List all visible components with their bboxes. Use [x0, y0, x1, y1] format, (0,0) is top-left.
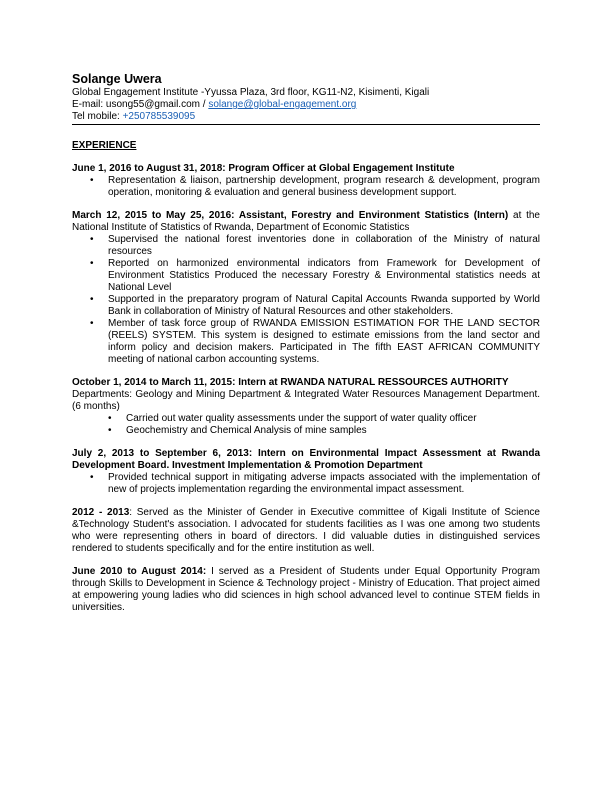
entry-heading-line — [72, 210, 540, 234]
experience-entry — [72, 448, 540, 496]
phone-label: Tel mobile: — [72, 111, 123, 122]
email-link[interactable]: solange@global-engagement.org — [208, 99, 357, 110]
bullet-list — [72, 175, 540, 199]
bullet-list — [72, 413, 540, 437]
list-item: • Provided technical support in mitigating adverse impacts associated with the implementation of new of projects implementation regarding the environmental impact assessment. — [72, 472, 540, 496]
list-item: • Member of task force group of RWANDA EMISSION ESTIMATION FOR THE LAND SECTOR (REELS) SYSTEM. This system is designed to estimate emissions from the land sector and inform policy and decision makers. Participated in The fifth EAST AFRICAN COMMUNITY meeting of national carbon accounting systems. — [72, 318, 540, 366]
entry-heading: June 1, 2016 to August 31, 2018: Program Officer at Global Engagement Institute — [72, 163, 455, 174]
experience-entry — [72, 377, 540, 437]
entry-text: : Served as the Minister of Gender in Executive committee of Kigali Institute of Science &Technology Student's association. I advocated for students facilities as I was one among two students who were representing others in board of directors. I did valuable duties in distinguished services rendered to students specifically and for the entire institution as well. — [72, 507, 540, 554]
list-item: • Geochemistry and Chemical Analysis of mine samples — [72, 425, 540, 437]
list-item: • Representation & liaison, partnership development, program research & development, program operation, monitoring & evaluation and general business development support. — [72, 175, 540, 199]
phone-line — [72, 111, 540, 123]
experience-entry — [72, 163, 540, 199]
experience-entry — [72, 507, 540, 555]
header-divider — [72, 124, 540, 125]
bullet-list — [72, 472, 540, 496]
entry-heading: July 2, 2013 to September 6, 2013: Intern on Environmental Impact Assessment at Rwanda Development Board. Investment Implementation & Promotion Department — [72, 448, 540, 471]
entry-heading: 2012 - 2013 — [72, 507, 130, 518]
experience-entry — [72, 566, 540, 614]
entry-heading: October 1, 2014 to March 11, 2015: Intern at RWANDA NATURAL RESSOURCES AUTHORITY — [72, 377, 509, 388]
list-item: • Supervised the national forest inventories done in collaboration of the Ministry of natural resources — [72, 234, 540, 258]
address-line: Global Engagement Institute -Yyussa Plaza, 3rd floor, KG11-N2, Kisimenti, Kigali — [72, 87, 430, 98]
entry-text: I served as a President of Students under Equal Opportunity Program through Skills to Development in Science & Technology project - Ministry of Education. That project aimed at empowering young ladies who did sciences in high school advanced level to continue STEM fields in universities. — [72, 566, 541, 613]
candidate-name: Solange Uwera — [72, 72, 162, 86]
experience-entry — [72, 210, 540, 366]
entry-heading: June 2010 to August 2014: — [72, 566, 207, 577]
section-title-experience: EXPERIENCE — [72, 140, 137, 151]
list-item: • Reported on harmonized environmental indicators from Framework for Development of Environment Statistics Produced the necessary Forestry & Environmental statistics needs at National Level — [72, 258, 540, 294]
email-text: E-mail: usong55@gmail.com / — [72, 99, 209, 110]
bullet-list — [72, 234, 540, 366]
entry-heading: March 12, 2015 to May 25, 2016: Assistant, Forestry and Environment Statistics (Intern) — [72, 210, 509, 221]
entry-heading-detail: at the National Institute of Statistics of Rwanda, Department of Economic Statistics — [72, 210, 540, 233]
list-item: • Supported in the preparatory program of Natural Capital Accounts Rwanda supported by World Bank in collaboration of Ministry of Natural Resources and other stakeholders. — [72, 294, 540, 318]
resume-page — [72, 72, 540, 625]
email-line — [72, 99, 540, 111]
entry-subheading: Departments: Geology and Mining Department & Integrated Water Resources Management Department. (6 months) — [72, 389, 540, 412]
list-item: • Carried out water quality assessments under the support of water quality officer — [72, 413, 540, 425]
phone-number[interactable]: +250785539095 — [122, 111, 196, 122]
